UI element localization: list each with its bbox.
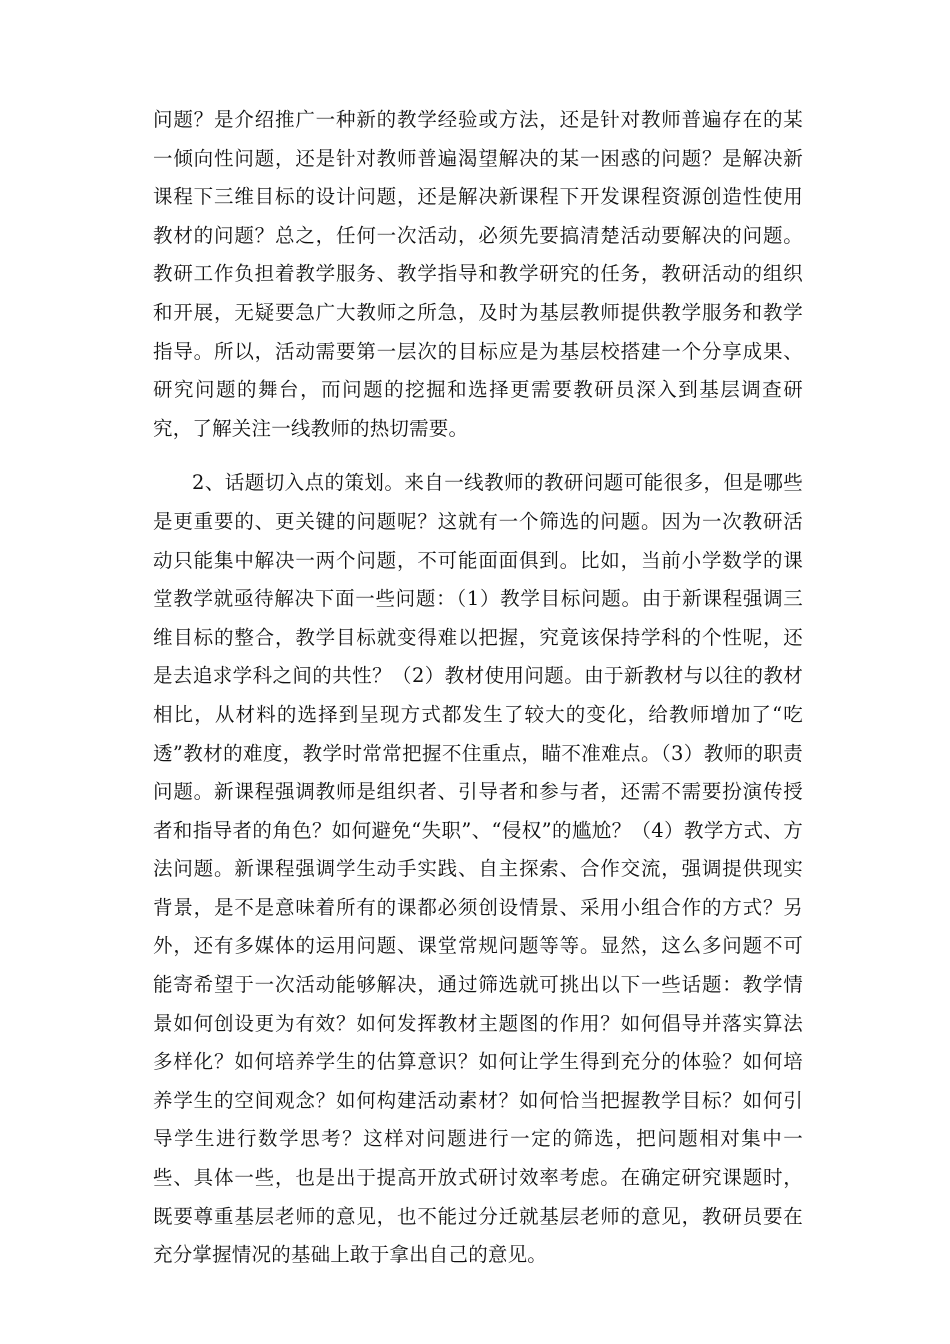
paragraph-topic-entry-point: 2、话题切入点的策划。来自一线教师的教研问题可能很多，但是哪些是更重要的、更关键的问题呢？这就有一个筛选的问题。因为一次教研活动只能集中解决一两个问题，不可能面面俱到。比如，当前小学数学的课堂教学就亟待解决下面一些问题：（1）教学目标问题。由于新课程强调三维目标的整合，教学目标就变得难以把握，究竟该保持学科的个性呢，还是去追求学科之间的共性？（2）教材使用问题。由于新教材与以往的教材相比，从材料的选择到呈现方式都发生了较大的变化，给教师增加了“吃透”教材的难度，教学时常常把握不住重点，瞄不准难点。（3）教师的职责问题。新课程强调教师是组织者、引导者和参与者，还需不需要扮演传授者和指导者的角色？如何避免“失职”、“侵权”的尴尬？（4）教学方式、方法问题。新课程强调学生动手实践、自主探索、合作交流，强调提供现实背景，是不是意味着所有的课都必须创设情景、采用小组合作的方式？另外，还有多媒体的运用问题、课堂常规问题等等。显然，这么多问题不可能寄希望于一次活动能够解决，通过筛选就可挑出以下一些话题：教学情景如何创设更为有效？如何发挥教材主题图的作用？如何倡导并落实算法多样化？如何培养学生的估算意识？如何让学生得到充分的体验？如何培养学生的空间观念？如何构建活动素材？如何恰当把握教学目标？如何引导学生进行数学思考？这样对问题进行一定的筛选，把问题相对集中一些、具体一些，也是出于提高开放式研讨效率考虑。在确定研究课题时，既要尊重基层老师的意见，也不能过分迁就基层老师的意见，教研员要在充分掌握情况的基础上敢于拿出自己的意见。 (153, 471, 803, 1267)
document-body (153, 101, 803, 1275)
paragraph-continuation: 问题？是介绍推广一种新的教学经验或方法，还是针对教师普遍存在的某一倾向性问题，还是针对教师普遍渴望解决的某一困惑的问题？是解决新课程下三维目标的设计问题，还是解决新课程下开发课程资源创造性使用教材的问题？总之，任何一次活动，必须先要搞清楚活动要解决的问题。教研工作负担着教学服务、教学指导和教学研究的任务，教研活动的组织和开展，无疑要急广大教师之所急，及时为基层教师提供教学服务和教学指导。所以，活动需要第一层次的目标应是为基层校搭建一个分享成果、研究问题的舞台，而问题的挖掘和选择更需要教研员深入到基层调查研究，了解关注一线教师的热切需要。 (153, 108, 803, 440)
